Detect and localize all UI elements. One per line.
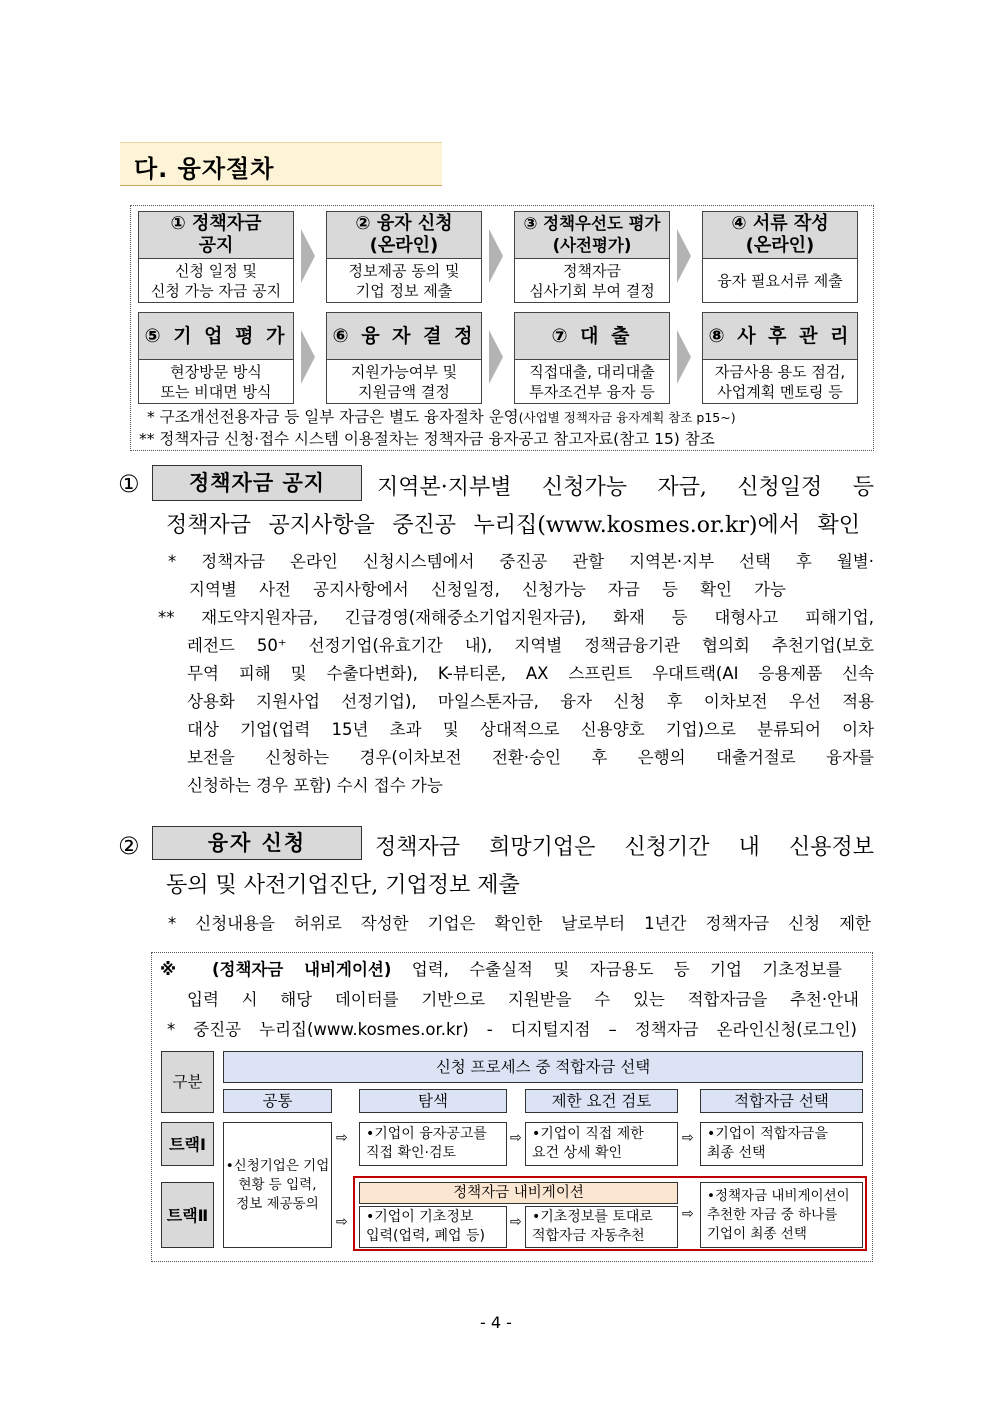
process-step-title: ① 정책자금 공지 [138,211,294,259]
process-frame [130,205,874,451]
track2-navi-header: 정책자금 내비게이션 [359,1182,678,1204]
process-step-desc: 정보제공 동의 및 기업 정보 제출 [326,259,482,303]
chevron-right-icon [489,330,503,384]
process-step-title: ③ 정책우선도 평가 (사전평가) [514,211,670,259]
process-step-desc: 직접대출, 대리대출 투자조건부 융자 등 [514,360,670,404]
item2-note: * 신청내용을 허위로 작성한 기업은 확인한 날로부터 1년간 정책자금 신청 제한 [168,914,871,933]
process-note-1-main: * 구조개선전용자금 등 일부 자금은 별도 융자절차 운영 [147,408,519,426]
process-step-title: ⑦ 대 출 [514,312,670,360]
process-step-1 [138,211,294,303]
navi-line1-rest: 업력, 수출실적 및 자금용도 등 기업 기초정보를 [391,960,842,979]
item1-note2-line: 대상 기업(업력 15년 초과 및 상대적으로 신용양호 기업)으로 분류되어 이차 [187,720,874,739]
table-col-limit: 제한 요건 검토 [525,1089,678,1113]
arrow-right-icon: ⇨ [510,1214,522,1230]
process-step-desc: 융자 필요서류 제출 [702,259,858,303]
process-step-5 [138,312,294,404]
chevron-right-icon [301,330,315,384]
item1-note2-line: 레전드 50⁺ 선정기업(유효기간 내), 지역별 정책금융기관 협의회 추천기업(보호 [187,636,874,655]
process-note-2: ** 정책자금 신청·접수 시스템 이용절차는 정책자금 융자공고 참고자료(참고 15) 참조 [139,430,715,448]
process-step-desc: 자금사용 용도 점검, 사업계획 멘토링 등 [702,360,858,404]
page-number: - 4 - [480,1313,512,1332]
process-step-title: ⑧ 사 후 관 리 [702,312,858,360]
process-step-title: ④ 서류 작성 (온라인) [702,211,858,259]
track1-search-cell: •기업이 융자공고를 직접 확인·검토 [359,1122,507,1166]
chevron-right-icon [489,229,503,283]
process-step-3 [514,211,670,303]
table-track1: 트랙Ⅰ [161,1122,214,1166]
navi-line2: 입력 시 해당 데이터를 기반으로 지원받을 수 있는 적합자금을 추천·안내 [187,990,859,1009]
track2-search-cell: •기업이 기초정보 입력(업력, 폐업 등) [359,1206,507,1248]
item1-number: ① [118,470,140,498]
table-col-search: 탐색 [359,1089,507,1113]
item1-note2-line: 상용화 지원사업 선정기업), 마일스톤자금, 융자 신청 후 이차보전 우선 적용 [187,692,874,711]
item1-note2-line: 무역 피해 및 수출다변화), K-뷰티론, AX 스프린트 우대트랙(AI 응용제품 신속 [187,664,874,683]
process-step-desc: 신청 일정 및 신청 가능 자금 공지 [138,259,294,303]
item2-line1: 정책자금 희망기업은 신청기간 내 신용정보 [375,835,874,860]
item2-number: ② [118,832,140,860]
track2-limit-cell: •기초정보를 토대로 적합자금 자동추천 [525,1206,678,1248]
process-step-desc: 지원가능여부 및 지원금액 결정 [326,360,482,404]
table-col-select: 적합자금 선택 [700,1089,863,1113]
process-step-title: ② 융자 신청 (온라인) [326,211,482,259]
arrow-right-icon: ⇨ [336,1130,348,1146]
chevron-right-icon [677,330,691,384]
arrow-right-icon: ⇨ [510,1130,522,1146]
item1-note2-line: ** 재도약지원자금, 긴급경영(재해중소기업지원자금), 화재 등 대형사고 피해기업, [158,608,874,627]
item2-label: 융자 신청 [152,826,362,860]
process-step-6 [326,312,482,404]
process-note-1-small: (사업별 정책자금 융자계획 참조 p15~) [518,410,736,425]
item1-line2: 정책자금 공지사항을 중진공 누리집(www.kosmes.or.kr)에서 확인 [166,513,860,538]
process-step-4 [702,211,858,303]
chevron-right-icon [301,229,315,283]
navi-line3: * 중진공 누리집(www.kosmes.or.kr) - 디지털지점 – 정책자금 온라인신청(로그인) [167,1020,857,1039]
table-common-cell: •신청기업은 기업 현황 등 입력, 정보 제공동의 [223,1122,332,1248]
navi-line1 [160,956,842,980]
item2-line2: 동의 및 사전기업진단, 기업정보 제출 [166,873,520,898]
table-gubun: 구분 [161,1051,214,1113]
item1-note1-line2: 지역별 사전 공지사항에서 신청일정, 신청가능 자금 등 확인 가능 [189,580,786,599]
track1-limit-cell: •기업이 직접 제한 요건 상세 확인 [525,1122,678,1166]
section-title: 다. 융자절차 [120,142,442,186]
process-step-title: ⑤ 기 업 평 가 [138,312,294,360]
track1-select-cell: •기업이 적합자금을 최종 선택 [700,1122,863,1166]
navi-line1-mark: ※ (정책자금 내비게이션) [160,960,392,979]
process-step-8 [702,312,858,404]
item1-line1: 지역본·지부별 신청가능 자금, 신청일정 등 [377,475,874,500]
table-col-common: 공통 [223,1089,332,1113]
process-step-desc: 현장방문 방식 또는 비대면 방식 [138,360,294,404]
track2-select-cell: •정책자금 내비게이션이 추천한 자금 중 하나를 기업이 최종 선택 [700,1182,863,1248]
arrow-right-icon: ⇨ [682,1206,694,1222]
item1-note2-line: 보전을 신청하는 경우(이차보전 전환·승인 후 은행의 대출거절로 융자를 [187,748,874,767]
process-note-1 [147,405,736,427]
arrow-right-icon: ⇨ [682,1130,694,1146]
process-step-2 [326,211,482,303]
table-process-header: 신청 프로세스 중 적합자금 선택 [223,1051,863,1083]
item1-note2-line: 신청하는 경우 포함) 수시 접수 가능 [187,776,443,795]
chevron-right-icon [677,229,691,283]
table-track2: 트랙Ⅱ [161,1182,214,1248]
item1-note1-line1: * 정책자금 온라인 신청시스템에서 중진공 관할 지역본·지부 선택 후 월별· [168,552,874,571]
process-step-desc: 정책자금 심사기회 부여 결정 [514,259,670,303]
process-step-7 [514,312,670,404]
arrow-right-icon: ⇨ [336,1214,348,1230]
item1-label: 정책자금 공지 [152,465,362,501]
process-step-title: ⑥ 융 자 결 정 [326,312,482,360]
